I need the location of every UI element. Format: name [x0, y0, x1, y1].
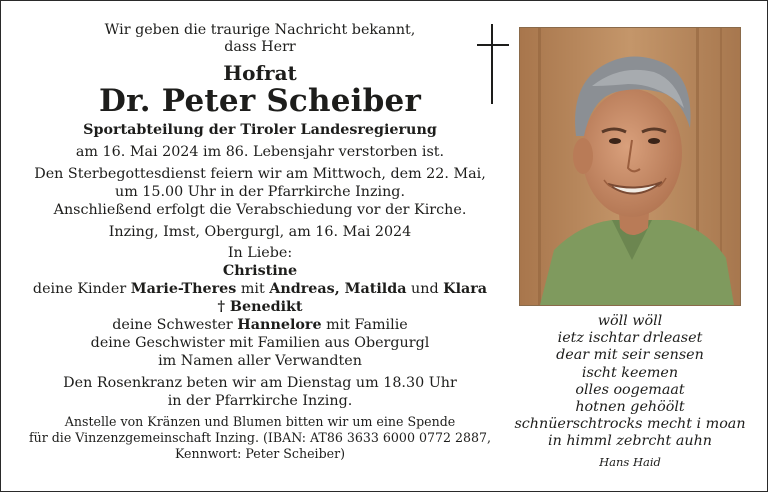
- poem-author: Hans Haid: [599, 454, 661, 469]
- deceased-child: † Benedikt: [217, 299, 303, 315]
- service-line-1: Den Sterbegottesdienst feiern wir am Mittwoch, dem 22. Mai,: [34, 166, 486, 182]
- place-date: Inzing, Imst, Obergurgl, am 16. Mai 2024: [108, 224, 412, 240]
- partners: Andreas, Matilda: [269, 281, 407, 297]
- in-love-label: In Liebe:: [227, 245, 293, 261]
- death-line: am 16. Mai 2024 im 86. Lebensjahr verstorben ist.: [75, 144, 445, 160]
- donation-line-3: Kennwort: Peter Scheiber): [174, 446, 346, 461]
- portrait-photo: [519, 27, 741, 306]
- child-2: Klara: [443, 281, 488, 297]
- sister-line: [20, 316, 500, 334]
- intro-line-2: dass Herr: [224, 39, 296, 55]
- poem-line-2: ietz ischtar drleaset: [557, 330, 703, 347]
- sister-prefix: deine Schwester: [112, 317, 233, 333]
- poem: [505, 313, 755, 471]
- poem-line-8: in himml zebrcht auhn: [548, 433, 712, 450]
- widow: Christine: [222, 263, 298, 279]
- rosary-line-2: in der Pfarrkirche Inzing.: [167, 393, 353, 409]
- sister-suffix: mit Familie: [326, 317, 408, 333]
- intro-line-1: Wir geben die traurige Nachricht bekannt,: [104, 22, 416, 38]
- children-line: [20, 280, 500, 298]
- rosary-line-1: Den Rosenkranz beten wir am Dienstag um 18.30 Uhr: [63, 375, 457, 391]
- service-line-2: um 15.00 Uhr in der Pfarrkirche Inzing.: [115, 184, 405, 200]
- notice-text-column: [20, 22, 500, 462]
- deceased-name: Dr. Peter Scheiber: [99, 83, 421, 119]
- honorific-title: Hofrat: [223, 61, 297, 85]
- service-line-3: Anschließend erfolgt die Verabschiedung vor der Kirche.: [53, 202, 467, 218]
- department: Sportabteilung der Tiroler Landesregierung: [83, 122, 437, 138]
- relatives-line: im Namen aller Verwandten: [158, 353, 362, 369]
- poem-line-4: ischt keemen: [581, 364, 679, 381]
- poem-line-5: olles oogemaat: [575, 381, 685, 398]
- poem-line-1: wöll wöll: [597, 313, 663, 329]
- donation-line-2: für die Vinzenzgemeinschaft Inzing. (IBAN: AT86 3633 6000 0772 2887,: [28, 430, 492, 445]
- child-1: Marie-Theres: [130, 281, 237, 297]
- sister-name: Hannelore: [237, 317, 322, 333]
- donation-line-1: Anstelle von Kränzen und Blumen bitten wir um eine Spende: [64, 414, 456, 429]
- siblings-line: deine Geschwister mit Familien aus Obergurgl: [90, 335, 430, 351]
- children-prefix: deine Kinder: [32, 281, 127, 297]
- poem-line-3: dear mit seir sensen: [556, 347, 704, 364]
- children-and: und: [411, 281, 439, 297]
- children-with: mit: [240, 281, 265, 297]
- deceased-child-line: [20, 298, 500, 316]
- poem-line-6: hotnen gehöölt: [575, 399, 685, 416]
- widow-name: [20, 262, 500, 280]
- cross-icon: [477, 24, 509, 104]
- poem-line-7: schnüerschtrocks mecht i moan: [514, 416, 746, 433]
